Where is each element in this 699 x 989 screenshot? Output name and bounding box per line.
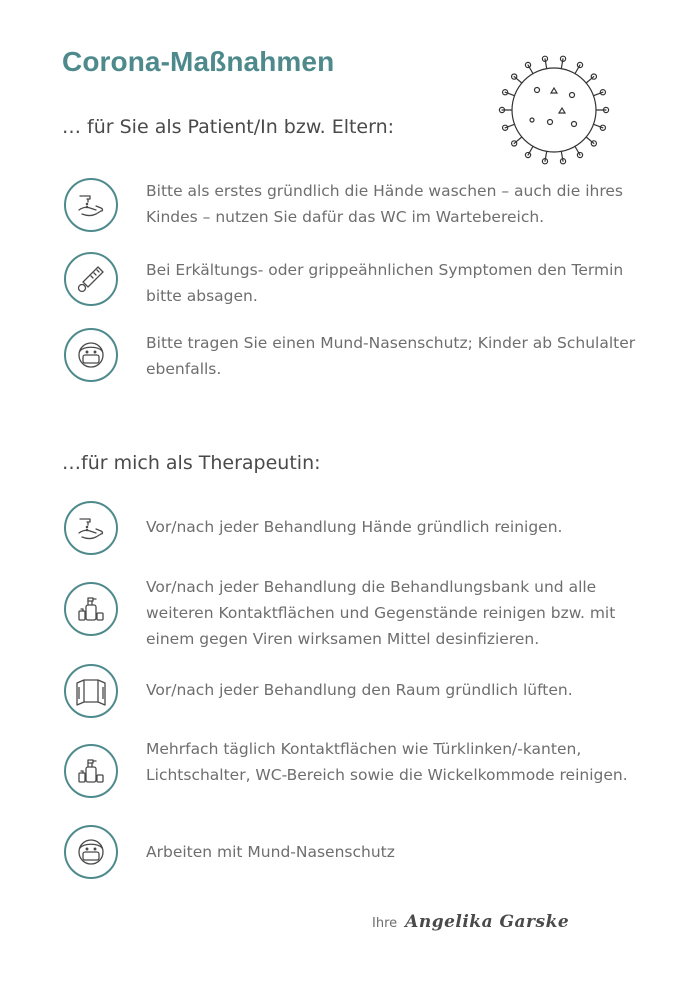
face-mask-icon — [64, 825, 118, 879]
disinfectant-bottles-icon — [64, 744, 118, 798]
signature-prefix: Ihre — [372, 916, 398, 931]
thermometer-icon — [64, 252, 118, 306]
page-title: Corona-Maßnahmen — [62, 46, 335, 77]
section-heading-patient: … für Sie als Patient/In bzw. Eltern: — [62, 116, 395, 138]
face-mask-icon — [64, 328, 118, 382]
coronavirus-illustration — [492, 50, 616, 168]
handwashing-icon — [64, 501, 118, 555]
item-text: Arbeiten mit Mund-Nasenschutz — [146, 843, 395, 861]
signature-name: Angelika Garske — [405, 912, 570, 932]
item-text: Bei Erkältungs- oder grippeähnlichen Symptomen den Termin bitte absagen. — [146, 261, 624, 305]
item-text: Vor/nach jeder Behandlung die Behandlungsbank und alle weiteren Kontaktflächen und Gegenstände reinigen bzw. mit einem gegen Viren wirksamen Mittel desinfizieren. — [146, 578, 616, 648]
item-text: Vor/nach jeder Behandlung Hände gründlich reinigen. — [146, 518, 563, 536]
item-text: Mehrfach täglich Kontaktflächen wie Türklinken/-kanten, Lichtschalter, WC-Bereich sowie die Wickelkommode reinigen. — [146, 740, 628, 784]
section-heading-therapist: …für mich als Therapeutin: — [62, 452, 321, 474]
signature — [372, 912, 569, 932]
item-text: Bitte als erstes gründlich die Hände waschen – auch die ihres Kindes – nutzen Sie dafür das WC im Wartebereich. — [146, 182, 623, 226]
item-text: Bitte tragen Sie einen Mund-Nasenschutz; Kinder ab Schulalter ebenfalls. — [146, 334, 636, 378]
item-text: Vor/nach jeder Behandlung den Raum gründlich lüften. — [146, 681, 573, 699]
handwashing-icon — [64, 178, 118, 232]
disinfectant-bottles-icon — [64, 582, 118, 636]
open-window-icon — [64, 664, 118, 718]
